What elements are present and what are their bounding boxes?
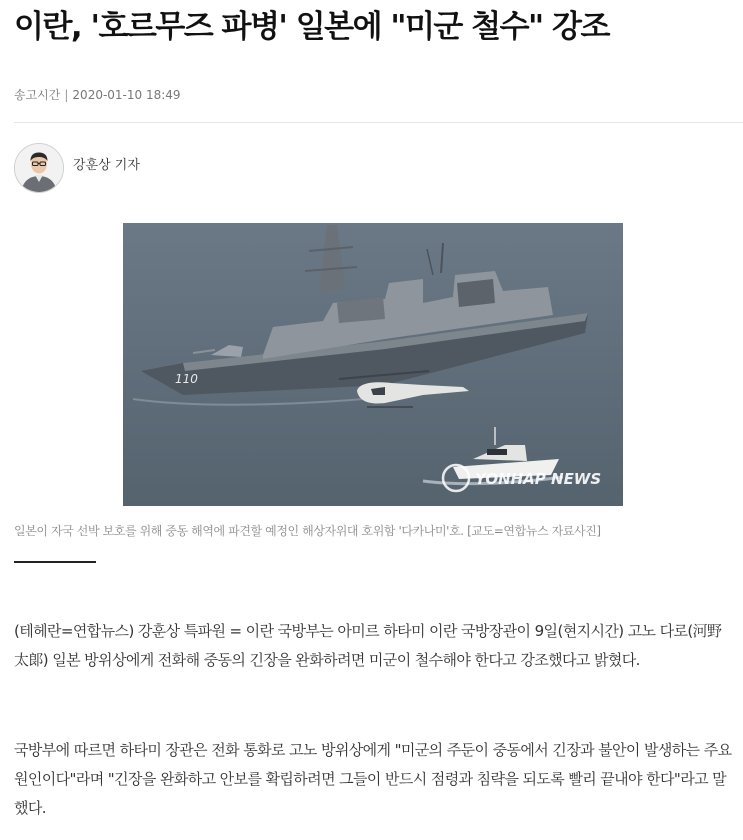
body-divider <box>14 561 96 563</box>
article-paragraph: (테헤란=연합뉴스) 강훈상 특파원 = 이란 국방부는 아미르 하타미 이란 국방장관이 9일(현지시간) 고노 다로(河野太郞) 일본 방위상에게 전화해 중동의 긴장을 완화하려면 미군이 철수해야 한다고 강조했다고 밝혔다. <box>14 622 722 669</box>
article-meta <box>14 87 181 103</box>
article-paragraph: 국방부에 따르면 하타미 장관은 전화 통화로 고노 방위상에게 "미군의 주둔이 중동에서 긴장과 불안이 발생하는 주요 원인이다"라며 "긴장을 완화하고 안보를 확립하려면 그들이 반드시 점령과 침략을 되도록 빨리 끝내야 한다"라고 말했다. <box>14 741 732 817</box>
article-photo <box>123 223 623 506</box>
warship-photo-illustration <box>123 223 623 506</box>
published-label: 송고시간 <box>14 88 61 102</box>
ship-hull-number: 110 <box>175 372 198 386</box>
published-time: 2020-01-10 18:49 <box>72 88 181 102</box>
article-headline: 이란, '호르무즈 파병' 일본에 "미군 철수" 강조 <box>14 9 609 45</box>
reporter-name[interactable]: 강훈상 기자 <box>73 158 140 173</box>
header-divider <box>14 122 743 123</box>
photo-caption: 일본이 자국 선박 보호를 위해 중동 해역에 파견할 예정인 해상자위대 호위함 '다카나미'호. [교도=연합뉴스 자료사진] <box>14 524 601 538</box>
reporter-avatar-icon[interactable] <box>14 143 64 193</box>
avatar-portrait <box>15 144 63 192</box>
meta-separator: | <box>64 88 69 102</box>
photo-watermark: YONHAP NEWS <box>475 470 602 488</box>
